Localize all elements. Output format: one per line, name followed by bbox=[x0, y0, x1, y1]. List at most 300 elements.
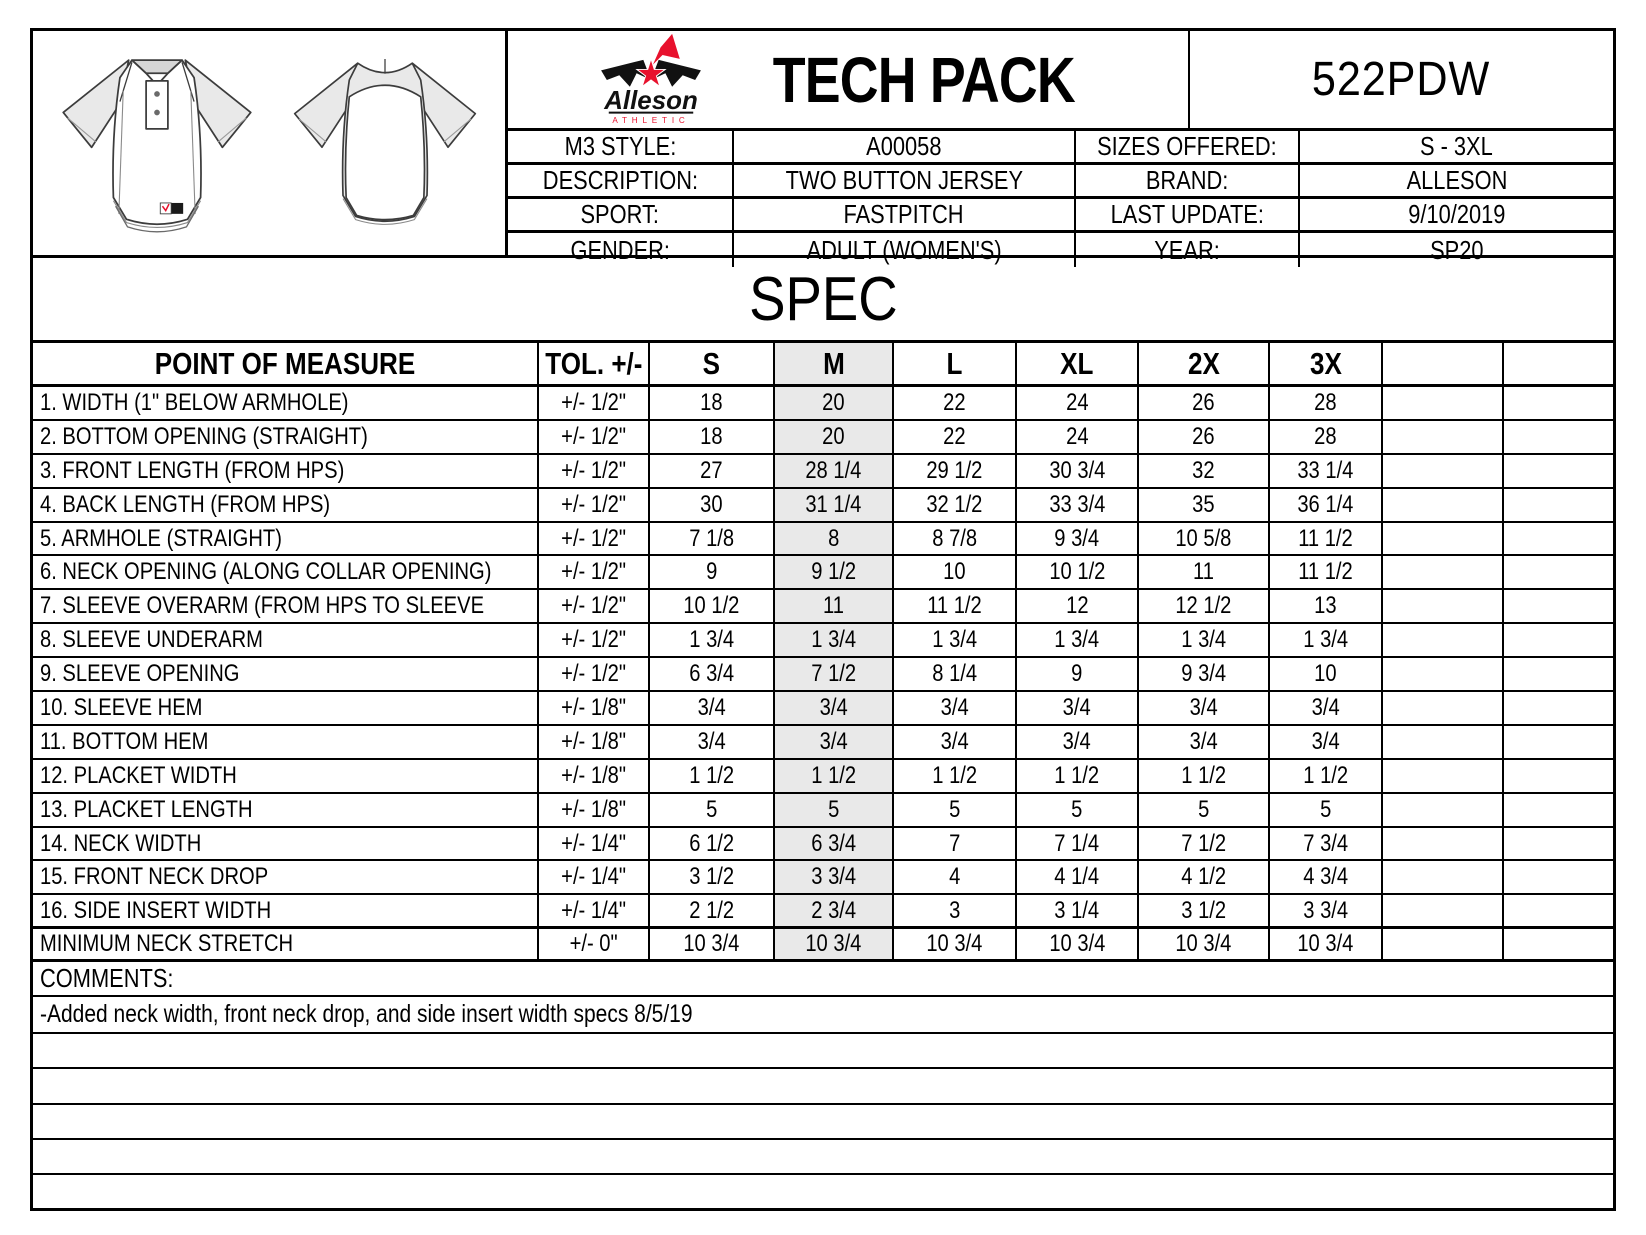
empty-cell bbox=[1504, 828, 1613, 860]
title-row bbox=[508, 31, 1613, 131]
table-row bbox=[33, 794, 1613, 828]
empty-comment-line bbox=[33, 1105, 1613, 1140]
page-title-text: TECH PACK bbox=[772, 43, 1076, 116]
info-value: A00058 bbox=[866, 131, 942, 161]
info-value-cell bbox=[1300, 165, 1613, 199]
spec-value-cell-text: 3/4 bbox=[1311, 727, 1340, 755]
empty-cell bbox=[1504, 624, 1613, 656]
spec-value-cell bbox=[1139, 523, 1270, 555]
table-row bbox=[33, 861, 1613, 895]
empty-cell bbox=[1383, 387, 1504, 419]
info-label: BRAND: bbox=[1145, 165, 1229, 195]
empty-cell bbox=[1383, 556, 1504, 588]
spec-value-cell-text: 10 bbox=[1314, 660, 1337, 688]
tolerance-cell bbox=[539, 794, 650, 826]
spec-value-cell bbox=[1270, 929, 1383, 959]
spec-value-cell bbox=[650, 929, 775, 959]
spec-value-cell-text: 11 bbox=[823, 592, 844, 620]
table-row bbox=[33, 929, 1613, 962]
info-label: SPORT: bbox=[580, 199, 660, 229]
spec-value-cell-text: 4 bbox=[948, 863, 961, 891]
empty-cell bbox=[1504, 794, 1613, 826]
tolerance-cell bbox=[539, 895, 650, 926]
spec-value-cell-text: 1 3/4 bbox=[811, 626, 856, 654]
spec-value-cell-text: 7 1/2 bbox=[1181, 829, 1226, 857]
spec-value-cell bbox=[1270, 861, 1383, 893]
spec-row-label bbox=[33, 760, 539, 792]
spec-value-cell-text: 9 3/4 bbox=[1181, 660, 1226, 688]
spec-row-label-text: 3. FRONT LENGTH (FROM HPS) bbox=[40, 456, 345, 484]
empty-cell bbox=[1383, 692, 1504, 724]
comments-label-row bbox=[33, 962, 1613, 997]
spec-row-label-text: 14. NECK WIDTH bbox=[40, 829, 202, 857]
spec-value-cell-text: 9 bbox=[705, 558, 718, 586]
spec-value-cell-text: 27 bbox=[700, 456, 723, 484]
spec-value-cell bbox=[1017, 624, 1139, 656]
table-row bbox=[33, 692, 1613, 726]
spec-value-cell bbox=[1017, 692, 1139, 724]
spec-value-cell bbox=[1017, 455, 1139, 487]
spec-value-cell bbox=[1270, 489, 1383, 521]
spec-value-cell bbox=[775, 489, 894, 521]
spec-value-cell bbox=[1139, 455, 1270, 487]
spec-value-cell bbox=[650, 794, 775, 826]
tolerance-cell-text: +/- 1/8" bbox=[561, 795, 626, 823]
spec-value-cell-text: 22 bbox=[943, 388, 966, 416]
empty-cell bbox=[1504, 760, 1613, 792]
empty-cell bbox=[1383, 828, 1504, 860]
spec-value-cell bbox=[894, 895, 1017, 926]
header-right bbox=[508, 31, 1613, 265]
empty-cell bbox=[1383, 929, 1504, 959]
logo-arrow bbox=[653, 33, 680, 64]
empty-cell bbox=[1383, 760, 1504, 792]
empty-cell bbox=[1383, 590, 1504, 622]
spec-row-label bbox=[33, 421, 539, 453]
spec-value-cell bbox=[1139, 387, 1270, 419]
tolerance-cell-text: +/- 1/8" bbox=[561, 727, 626, 755]
column-header-text: M bbox=[822, 345, 845, 381]
spec-value-cell bbox=[894, 861, 1017, 893]
spec-value-cell-text: 35 bbox=[1192, 490, 1215, 518]
spec-value-cell bbox=[1139, 658, 1270, 690]
spec-row-label bbox=[33, 726, 539, 758]
spec-row-label bbox=[33, 624, 539, 656]
spec-value-cell-text: 3/4 bbox=[697, 727, 726, 755]
logo-sub: ATHLETIC bbox=[612, 115, 690, 125]
spec-value-cell bbox=[1139, 489, 1270, 521]
empty-comment-line bbox=[33, 1175, 1613, 1208]
spec-value-cell bbox=[1139, 624, 1270, 656]
spec-row-label bbox=[33, 489, 539, 521]
spec-row-label bbox=[33, 556, 539, 588]
spec-value-cell-text: 12 1/2 bbox=[1175, 592, 1232, 620]
spec-value-cell bbox=[650, 692, 775, 724]
page-title bbox=[744, 43, 1104, 117]
spec-value-cell bbox=[775, 692, 894, 724]
spec-value-cell-text: 26 bbox=[1192, 422, 1215, 450]
spec-value-cell-text: 36 1/4 bbox=[1297, 490, 1354, 518]
spec-value-cell bbox=[894, 455, 1017, 487]
spec-value-cell bbox=[775, 760, 894, 792]
spec-value-cell-text: 11 1/2 bbox=[1298, 524, 1353, 552]
table-row bbox=[33, 421, 1613, 455]
empty-cell bbox=[1504, 489, 1613, 521]
spec-value-cell bbox=[775, 455, 894, 487]
spec-value-cell-text: 3/4 bbox=[940, 727, 969, 755]
spec-value-cell bbox=[1270, 692, 1383, 724]
column-header-xl bbox=[1017, 343, 1139, 384]
tolerance-cell-text: +/- 1/2" bbox=[561, 592, 626, 620]
empty-cell bbox=[1383, 726, 1504, 758]
spec-value-cell bbox=[894, 760, 1017, 792]
column-header-l bbox=[894, 343, 1017, 384]
spec-value-cell-text: 2 3/4 bbox=[811, 896, 856, 924]
spec-value-cell-text: 12 bbox=[1065, 592, 1089, 620]
spec-value-cell-text: 3/4 bbox=[819, 693, 848, 721]
spec-value-cell bbox=[775, 726, 894, 758]
spec-row-label-text: 16. SIDE INSERT WIDTH bbox=[40, 896, 272, 924]
spec-value-cell-text: 1 1/2 bbox=[1054, 761, 1100, 789]
table-row bbox=[33, 590, 1613, 624]
spec-value-cell-text: 18 bbox=[700, 388, 723, 416]
spec-value-cell-text: 7 1/4 bbox=[1054, 829, 1100, 857]
empty-cell bbox=[1383, 895, 1504, 926]
spec-value-cell-text: 3/4 bbox=[1062, 727, 1092, 755]
spec-value-cell-text: 28 bbox=[1314, 422, 1337, 450]
spec-value-cell-text: 1 1/2 bbox=[1181, 761, 1226, 789]
spec-value-cell-text: 1 3/4 bbox=[689, 626, 734, 654]
empty-cell bbox=[1504, 658, 1613, 690]
info-value: ALLESON bbox=[1406, 165, 1507, 195]
spec-value-cell bbox=[894, 726, 1017, 758]
info-value: 9/10/2019 bbox=[1407, 199, 1506, 229]
spec-value-cell bbox=[1139, 726, 1270, 758]
spec-value-cell bbox=[1139, 895, 1270, 926]
spec-value-cell-text: 13 bbox=[1314, 592, 1337, 620]
spec-row-label bbox=[33, 590, 539, 622]
spec-value-cell bbox=[650, 455, 775, 487]
spec-value-cell-text: 24 bbox=[1065, 422, 1089, 450]
spec-value-cell-text: 28 bbox=[1314, 388, 1337, 416]
jersey-hem-tag bbox=[160, 203, 183, 214]
spec-value-cell bbox=[1017, 387, 1139, 419]
spec-value-cell bbox=[894, 523, 1017, 555]
empty-comment-line bbox=[33, 1069, 1613, 1104]
spec-value-cell bbox=[775, 556, 894, 588]
spec-value-cell-text: 7 1/2 bbox=[811, 660, 856, 688]
column-header-text: S bbox=[702, 345, 721, 381]
spec-value-cell-text: 11 1/2 bbox=[927, 592, 982, 620]
spec-value-cell bbox=[1017, 760, 1139, 792]
spec-value-cell-text: 5 bbox=[827, 795, 840, 823]
column-header-text: XL bbox=[1060, 345, 1094, 381]
spec-value-cell-text: 3 1/2 bbox=[1181, 896, 1226, 924]
spec-row-label-text: 1. WIDTH (1" BELOW ARMHOLE) bbox=[40, 388, 349, 416]
spec-value-cell bbox=[650, 523, 775, 555]
column-header-empty bbox=[1383, 343, 1504, 384]
spec-value-cell-text: 10 bbox=[943, 558, 966, 586]
tolerance-cell bbox=[539, 861, 650, 893]
spec-value-cell bbox=[894, 590, 1017, 622]
spec-value-cell bbox=[1017, 726, 1139, 758]
table-row bbox=[33, 658, 1613, 692]
spec-value-cell bbox=[650, 590, 775, 622]
spec-value-cell bbox=[650, 624, 775, 656]
spec-section-title: SPEC bbox=[748, 264, 898, 334]
spec-value-cell-text: 30 bbox=[700, 490, 723, 518]
spec-value-cell-text: 4 1/4 bbox=[1054, 863, 1100, 891]
spec-value-cell-text: 2 1/2 bbox=[689, 896, 734, 924]
spec-value-cell bbox=[1017, 590, 1139, 622]
info-value: TWO BUTTON JERSEY bbox=[785, 165, 1023, 195]
spec-value-cell bbox=[894, 794, 1017, 826]
spec-value-cell bbox=[894, 624, 1017, 656]
tolerance-cell bbox=[539, 760, 650, 792]
spec-value-cell-text: 7 1/8 bbox=[689, 524, 734, 552]
empty-cell bbox=[1383, 624, 1504, 656]
spec-value-cell-text: 7 3/4 bbox=[1303, 829, 1348, 857]
spec-header-row bbox=[33, 343, 1613, 387]
column-header-text: POINT OF MEASURE bbox=[154, 345, 416, 381]
spec-value-cell bbox=[775, 624, 894, 656]
spec-value-cell bbox=[1139, 794, 1270, 826]
tolerance-cell-text: +/- 0" bbox=[569, 930, 618, 958]
spec-row-label bbox=[33, 828, 539, 860]
spec-value-cell-text: 10 5/8 bbox=[1175, 524, 1232, 552]
title-cell bbox=[508, 31, 1190, 128]
empty-comment-line bbox=[33, 1140, 1613, 1175]
header-band bbox=[33, 31, 1613, 265]
spec-value-cell-text: 33 1/4 bbox=[1297, 456, 1354, 484]
tolerance-cell-text: +/- 1/4" bbox=[561, 863, 626, 891]
spec-value-cell bbox=[650, 895, 775, 926]
spec-value-cell-text: 18 bbox=[700, 422, 723, 450]
logo-script: Alleson bbox=[604, 86, 698, 115]
tolerance-cell bbox=[539, 489, 650, 521]
spec-value-cell-text: 32 bbox=[1192, 456, 1215, 484]
spec-row-label-text: 7. SLEEVE OVERARM (FROM HPS TO SLEEVE bbox=[40, 592, 485, 620]
spec-value-cell-text: 10 1/2 bbox=[683, 592, 740, 620]
spec-value-cell-text: 6 3/4 bbox=[689, 660, 734, 688]
spec-value-cell-text: 10 3/4 bbox=[1297, 930, 1354, 958]
tolerance-cell-text: +/- 1/2" bbox=[561, 456, 626, 484]
spec-value-cell bbox=[894, 489, 1017, 521]
table-row bbox=[33, 624, 1613, 658]
tolerance-cell-text: +/- 1/2" bbox=[561, 422, 626, 450]
tolerance-cell bbox=[539, 726, 650, 758]
column-header-2x bbox=[1139, 343, 1270, 384]
empty-comment-rows bbox=[33, 1034, 1613, 1208]
tolerance-cell bbox=[539, 828, 650, 860]
spec-value-cell-text: 1 1/2 bbox=[932, 761, 977, 789]
spec-value-cell-text: 20 bbox=[822, 388, 845, 416]
info-label: LAST UPDATE: bbox=[1110, 199, 1264, 229]
spec-value-cell-text: 11 1/2 bbox=[1298, 558, 1353, 586]
spec-value-cell bbox=[1139, 760, 1270, 792]
spec-row-label-text: 9. SLEEVE OPENING bbox=[40, 660, 240, 688]
spec-value-cell-text: 6 3/4 bbox=[811, 829, 856, 857]
spec-value-cell bbox=[650, 489, 775, 521]
tolerance-cell bbox=[539, 523, 650, 555]
column-header-point-of-measure bbox=[33, 343, 539, 384]
column-header-m bbox=[775, 343, 894, 384]
column-header-text: 2X bbox=[1187, 345, 1220, 381]
column-header-3x bbox=[1270, 343, 1383, 384]
spec-value-cell bbox=[1139, 828, 1270, 860]
spec-value-cell-text: 10 1/2 bbox=[1048, 558, 1106, 586]
spec-value-cell bbox=[894, 658, 1017, 690]
empty-cell bbox=[1383, 658, 1504, 690]
tolerance-cell bbox=[539, 624, 650, 656]
tolerance-cell-text: +/- 1/2" bbox=[561, 558, 626, 586]
spec-value-cell-text: 3 3/4 bbox=[1303, 896, 1348, 924]
spec-value-cell-text: 3/4 bbox=[1189, 727, 1218, 755]
spec-row-label bbox=[33, 455, 539, 487]
empty-cell bbox=[1504, 455, 1613, 487]
spec-value-cell-text: 5 bbox=[1197, 795, 1210, 823]
table-row bbox=[33, 726, 1613, 760]
jersey-back-drawing bbox=[280, 34, 490, 252]
spec-value-cell-text: 9 3/4 bbox=[1054, 524, 1100, 552]
empty-cell bbox=[1383, 421, 1504, 453]
column-header-s bbox=[650, 343, 775, 384]
spec-value-cell-text: 3/4 bbox=[1189, 693, 1218, 721]
info-value: ADULT (WOMEN'S) bbox=[806, 234, 1002, 265]
spec-value-cell bbox=[775, 929, 894, 959]
tolerance-cell-text: +/- 1/8" bbox=[561, 693, 626, 721]
column-header-text: 3X bbox=[1309, 345, 1342, 381]
spec-value-cell-text: 30 3/4 bbox=[1048, 456, 1106, 484]
column-header-empty bbox=[1504, 343, 1613, 384]
spec-value-cell bbox=[1017, 828, 1139, 860]
tolerance-cell-text: +/- 1/2" bbox=[561, 626, 626, 654]
spec-value-cell-text: 1 1/2 bbox=[811, 761, 856, 789]
spec-value-cell bbox=[650, 861, 775, 893]
spec-value-cell-text: 1 1/2 bbox=[689, 761, 734, 789]
spec-value-cell-text: 8 7/8 bbox=[932, 524, 977, 552]
spec-row-label-text: 8. SLEEVE UNDERARM bbox=[40, 626, 263, 654]
info-label-cell bbox=[1076, 165, 1300, 199]
spec-value-cell-text: 24 bbox=[1065, 388, 1089, 416]
spec-row-label bbox=[33, 692, 539, 724]
spec-value-cell-text: 5 bbox=[705, 795, 718, 823]
info-label-cell bbox=[508, 165, 734, 199]
tolerance-cell bbox=[539, 455, 650, 487]
info-value-cell bbox=[1300, 199, 1613, 233]
info-value-cell bbox=[1300, 131, 1613, 165]
tolerance-cell bbox=[539, 692, 650, 724]
info-label: M3 STYLE: bbox=[564, 131, 676, 161]
spec-row-label-text: 11. BOTTOM HEM bbox=[40, 727, 209, 755]
empty-cell bbox=[1504, 861, 1613, 893]
spec-row-label bbox=[33, 929, 539, 959]
spec-value-cell bbox=[1139, 590, 1270, 622]
spec-value-cell bbox=[775, 387, 894, 419]
spec-row-label bbox=[33, 387, 539, 419]
spec-value-cell bbox=[1139, 692, 1270, 724]
spec-value-cell bbox=[775, 421, 894, 453]
spec-value-cell-text: 5 bbox=[1071, 795, 1083, 823]
info-label-cell bbox=[1076, 131, 1300, 165]
table-row bbox=[33, 895, 1613, 929]
spec-value-cell bbox=[775, 590, 894, 622]
spec-value-cell bbox=[1017, 523, 1139, 555]
empty-cell bbox=[1504, 590, 1613, 622]
spec-row-label-text: 15. FRONT NECK DROP bbox=[40, 863, 269, 891]
table-row bbox=[33, 556, 1613, 590]
spec-value-cell-text: 3 1/2 bbox=[689, 863, 734, 891]
spec-value-cell bbox=[1139, 421, 1270, 453]
spec-value-cell-text: 8 1/4 bbox=[932, 660, 977, 688]
spec-value-cell bbox=[894, 828, 1017, 860]
comment-text-row bbox=[33, 997, 1613, 1034]
spec-value-cell-text: 1 1/2 bbox=[1303, 761, 1348, 789]
spec-value-cell bbox=[775, 895, 894, 926]
spec-value-cell-text: 3 bbox=[948, 896, 961, 924]
spec-value-cell bbox=[650, 421, 775, 453]
spec-section-banner bbox=[33, 258, 1613, 343]
spec-value-cell bbox=[1270, 455, 1383, 487]
table-row bbox=[33, 455, 1613, 489]
empty-cell bbox=[1504, 387, 1613, 419]
style-number-cell bbox=[1190, 31, 1613, 128]
table-row bbox=[33, 387, 1613, 421]
spec-value-cell-text: 7 bbox=[948, 829, 961, 857]
info-value: SP20 bbox=[1429, 234, 1484, 265]
spec-value-cell bbox=[1270, 523, 1383, 555]
column-header-text: L bbox=[946, 345, 963, 381]
spec-value-cell-text: 11 bbox=[1193, 558, 1214, 586]
spec-value-cell-text: 28 1/4 bbox=[805, 456, 862, 484]
tolerance-cell-text: +/- 1/4" bbox=[561, 829, 626, 857]
alleson-logo bbox=[592, 32, 710, 128]
spec-value-cell bbox=[650, 828, 775, 860]
spec-value-cell bbox=[1270, 590, 1383, 622]
spec-value-cell bbox=[1139, 929, 1270, 959]
column-header-text: TOL. +/- bbox=[544, 345, 643, 381]
spec-value-cell bbox=[1270, 726, 1383, 758]
tolerance-cell-text: +/- 1/2" bbox=[561, 388, 626, 416]
spec-value-cell-text: 10 3/4 bbox=[1048, 930, 1106, 958]
spec-value-cell bbox=[894, 556, 1017, 588]
spec-value-cell bbox=[894, 421, 1017, 453]
empty-comment-line bbox=[33, 1034, 1613, 1069]
comments-label: COMMENTS: bbox=[40, 963, 174, 994]
spec-table bbox=[33, 343, 1613, 962]
info-label: GENDER: bbox=[570, 234, 670, 265]
table-row bbox=[33, 760, 1613, 794]
spec-value-cell-text: 10 3/4 bbox=[1175, 930, 1232, 958]
jersey-front-drawing bbox=[48, 34, 266, 252]
spec-value-cell bbox=[1270, 658, 1383, 690]
spec-value-cell-text: 3/4 bbox=[819, 727, 848, 755]
spec-row-label bbox=[33, 895, 539, 926]
spec-value-cell bbox=[775, 658, 894, 690]
spec-value-cell-text: 3 1/4 bbox=[1054, 896, 1100, 924]
spec-value-cell-text: 3 3/4 bbox=[811, 863, 856, 891]
spec-row-label-text: 5. ARMHOLE (STRAIGHT) bbox=[40, 524, 282, 552]
info-label-cell bbox=[508, 199, 734, 233]
tolerance-cell bbox=[539, 556, 650, 588]
spec-value-cell bbox=[1017, 658, 1139, 690]
spec-value-cell bbox=[1017, 489, 1139, 521]
spec-value-cell bbox=[650, 556, 775, 588]
spec-row-label bbox=[33, 861, 539, 893]
tolerance-cell-text: +/- 1/2" bbox=[561, 490, 626, 518]
spec-row-label bbox=[33, 794, 539, 826]
empty-cell bbox=[1504, 929, 1613, 959]
